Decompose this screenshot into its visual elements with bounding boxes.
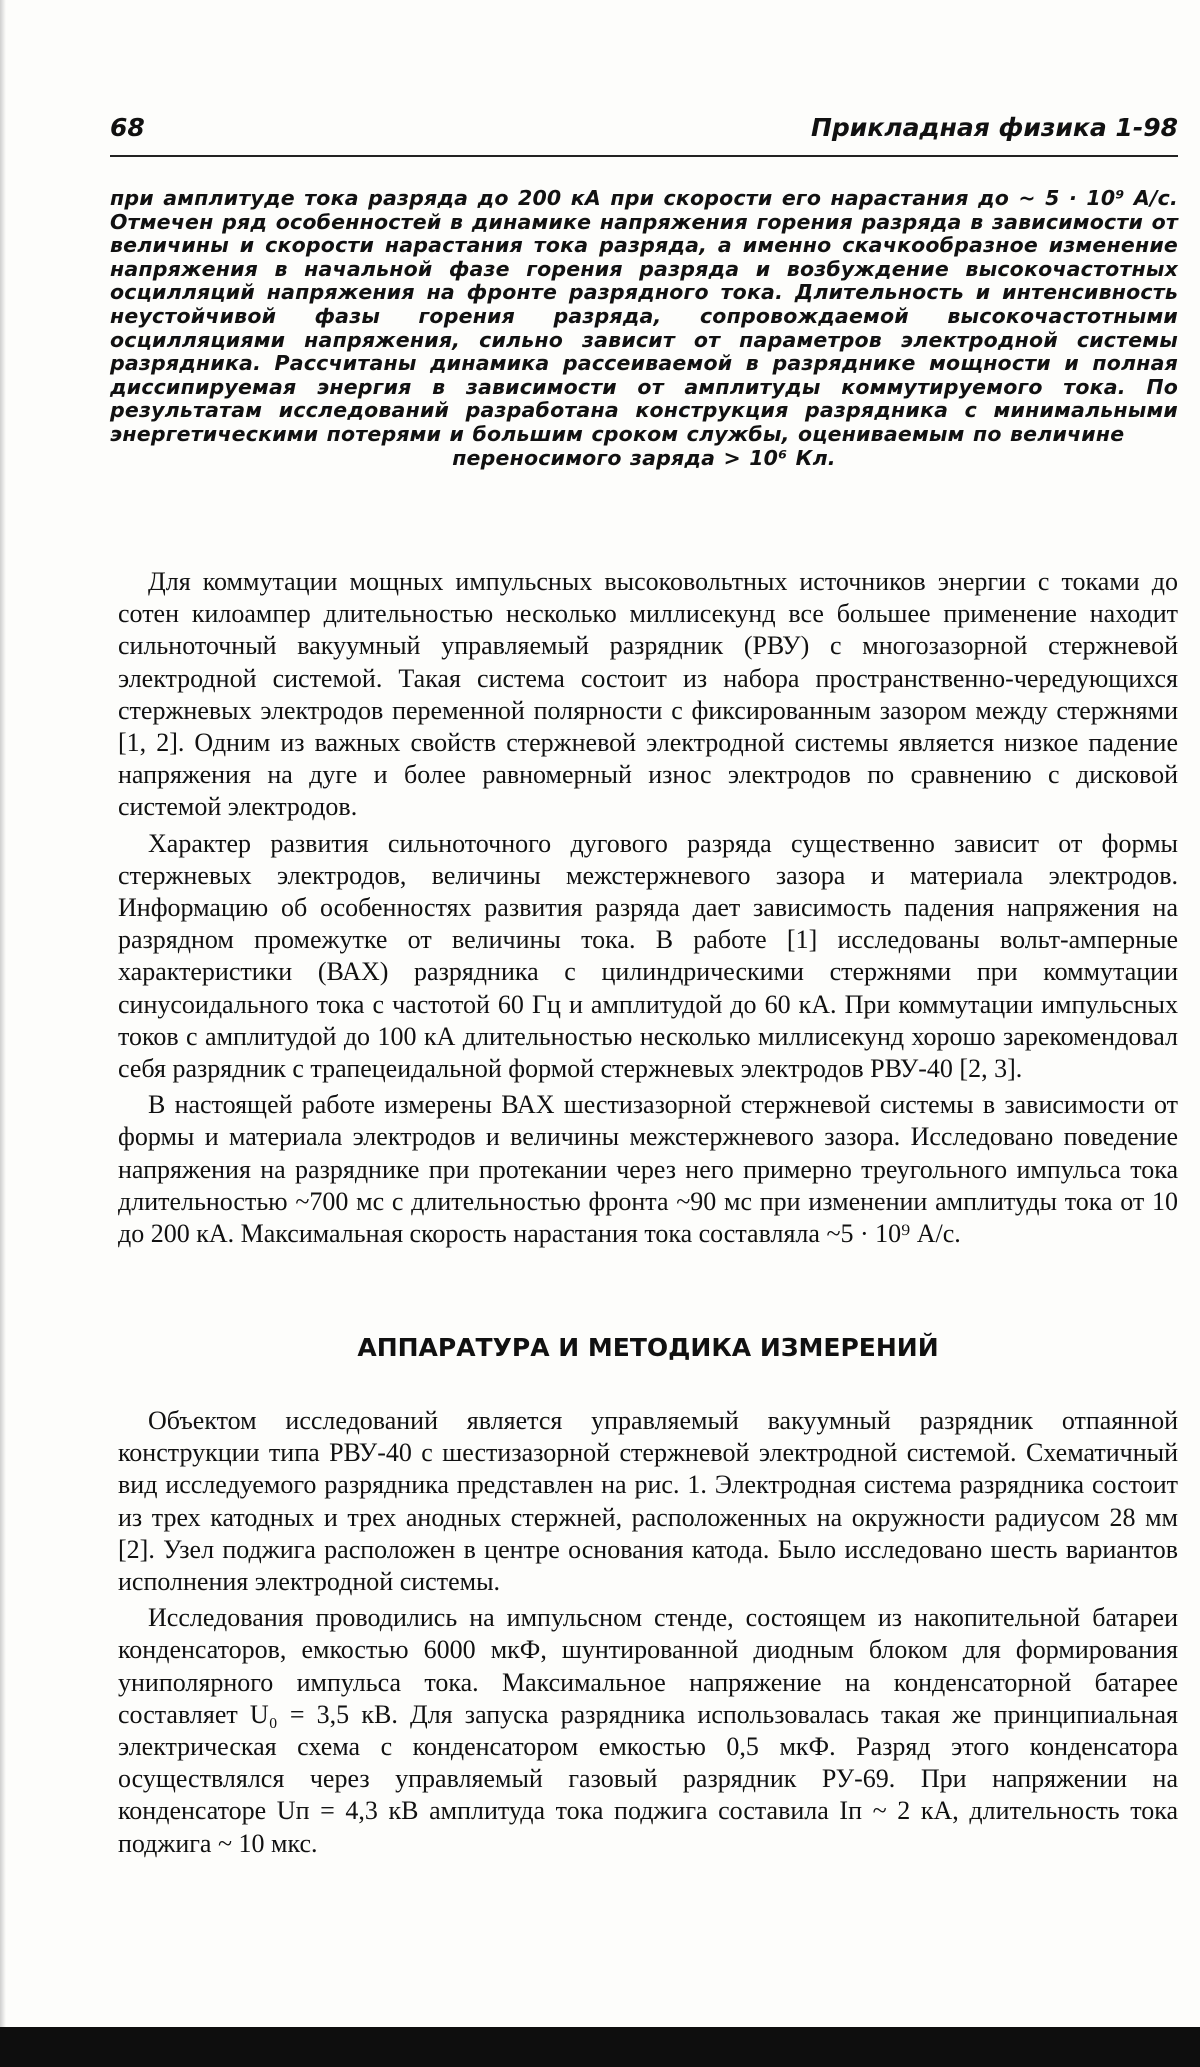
- page-edge-shadow: [0, 0, 6, 2067]
- introduction: [118, 566, 1178, 1254]
- page-number: 68: [110, 113, 145, 142]
- abstract: [110, 187, 1178, 470]
- intro-paragraph-1: Для коммутации мощных импульсных высоковольтных источников энергии с токами до сотен килоампер длительностью несколько миллисекунд все большее применение находит сильноточный вакуумный управляемый разрядник (РВУ) с многозазорной стержневой электродной системой. Такая система состоит из набора пространственно-чередующихся стержневых электродов переменной полярности с фиксированным зазором между стержнями [1, 2]. Одним из важных свойств стержневой электродной системы является низкое падение напряжения на дуге и более равномерный износ электродов по сравнению с дисковой системой электродов.: [118, 567, 1178, 822]
- scan-bottom-border: [0, 2027, 1200, 2067]
- header-rule: [110, 155, 1178, 157]
- abstract-last-line: переносимого заряда > 10⁶ Кл.: [452, 445, 836, 470]
- section-heading: АППАРАТУРА И МЕТОДИКА ИЗМЕРЕНИЙ: [357, 1333, 939, 1362]
- intro-paragraph-3: В настоящей работе измерены ВАХ шестизазорной стержневой системы в зависимости от формы и материала электродов и величины межстержневого зазора. Исследовано поведение напряжения на разряднике при протекании через него примерно треугольного импульса тока длительностью ~700 мс с длительностью фронта ~90 мс при изменении амплитуды тока от 10 до 200 кА. Максимальная скорость нарастания тока составляла ~5 · 10⁹ А/с.: [118, 1090, 1178, 1249]
- methods-paragraph-1: Объектом исследований является управляемый вакуумный разрядник отпаянной конструкции типа РВУ-40 с шестизазорной стержневой электродной системой. Схематичный вид исследуемого разрядника представлен на рис. 1. Электродная система разрядника состоит из трех катодных и трех анодных стержней, расположенных на окружности радиусом 28 мм [2]. Узел поджига расположен в центре основания катода. Было исследовано шесть вариантов исполнения электродной системы.: [118, 1406, 1178, 1597]
- intro-paragraph-2: Характер развития сильноточного дугового разряда существенно зависит от формы стержневых электродов, величины межстержневого зазора и материала электродов. Информацию об особенностях развития разряда дает зависимость падения напряжения на разрядном промежутке от величины тока. В работе [1] исследованы вольт-амперные характеристики (ВАХ) разрядника с цилиндрическими стержнями при коммутации синусоидального тока с частотой 60 Гц и амплитудой до 60 кА. При коммутации импульсных токов с амплитудой до 100 кА длительностью несколько миллисекунд хорошо зарекомендовал себя разрядник с трапецеидальной формой стержневых электродов РВУ-40 [2, 3].: [118, 828, 1178, 1084]
- journal-title: Прикладная физика 1-98: [810, 113, 1178, 142]
- abstract-text: при амплитуде тока разряда до 200 кА при скорости его нарастания до ~ 5 · 10⁹ А/с. Отмечен ряд особенностей в динамике напряжения горения разряда в зависимости от величины и скорости нарастания тока разряда, а именно скачкообразное изменение напряжения в начальной фазе горения разряда и возбуждение высокочастотных осцилляций напряжения на фронте разрядного тока. Длительность и интенсивность неустойчивой фазы горения разряда, сопровождаемой высокочастотными осцилляциями напряжения, сильно зависит от параметров электродной системы разрядника. Рассчитаны динамика рассеиваемой в разряднике мощности и полная диссипируемая энергия в зависимости от амплитуды коммутируемого тока. По результатам исследований разработана конструкция разрядника с минимальными энергетическими потерями и большим сроком службы, оцениваемым по величине: [110, 186, 1178, 446]
- methods-section: [118, 1405, 1178, 1864]
- methods-paragraph-2: Исследования проводились на импульсном стенде, состоящем из накопительной батареи конденсаторов, емкостью 6000 мкФ, шунтированной диодным блоком для формирования униполярного импульса тока. Максимальное напряжение на конденсаторной батарее составляет U₀ = 3,5 кВ. Для запуска разрядника использовалась такая же принципиальная электрическая схема с конденсатором емкостью 0,5 мкФ. Разряд этого конденсатора осуществлялся через управляемый газовый разрядник РУ-69. При напряжении на конденсаторе Uп = 4,3 кВ амплитуда тока поджига составила Iп ~ 2 кА, длительность тока поджига ~ 10 мкс.: [118, 1603, 1178, 1858]
